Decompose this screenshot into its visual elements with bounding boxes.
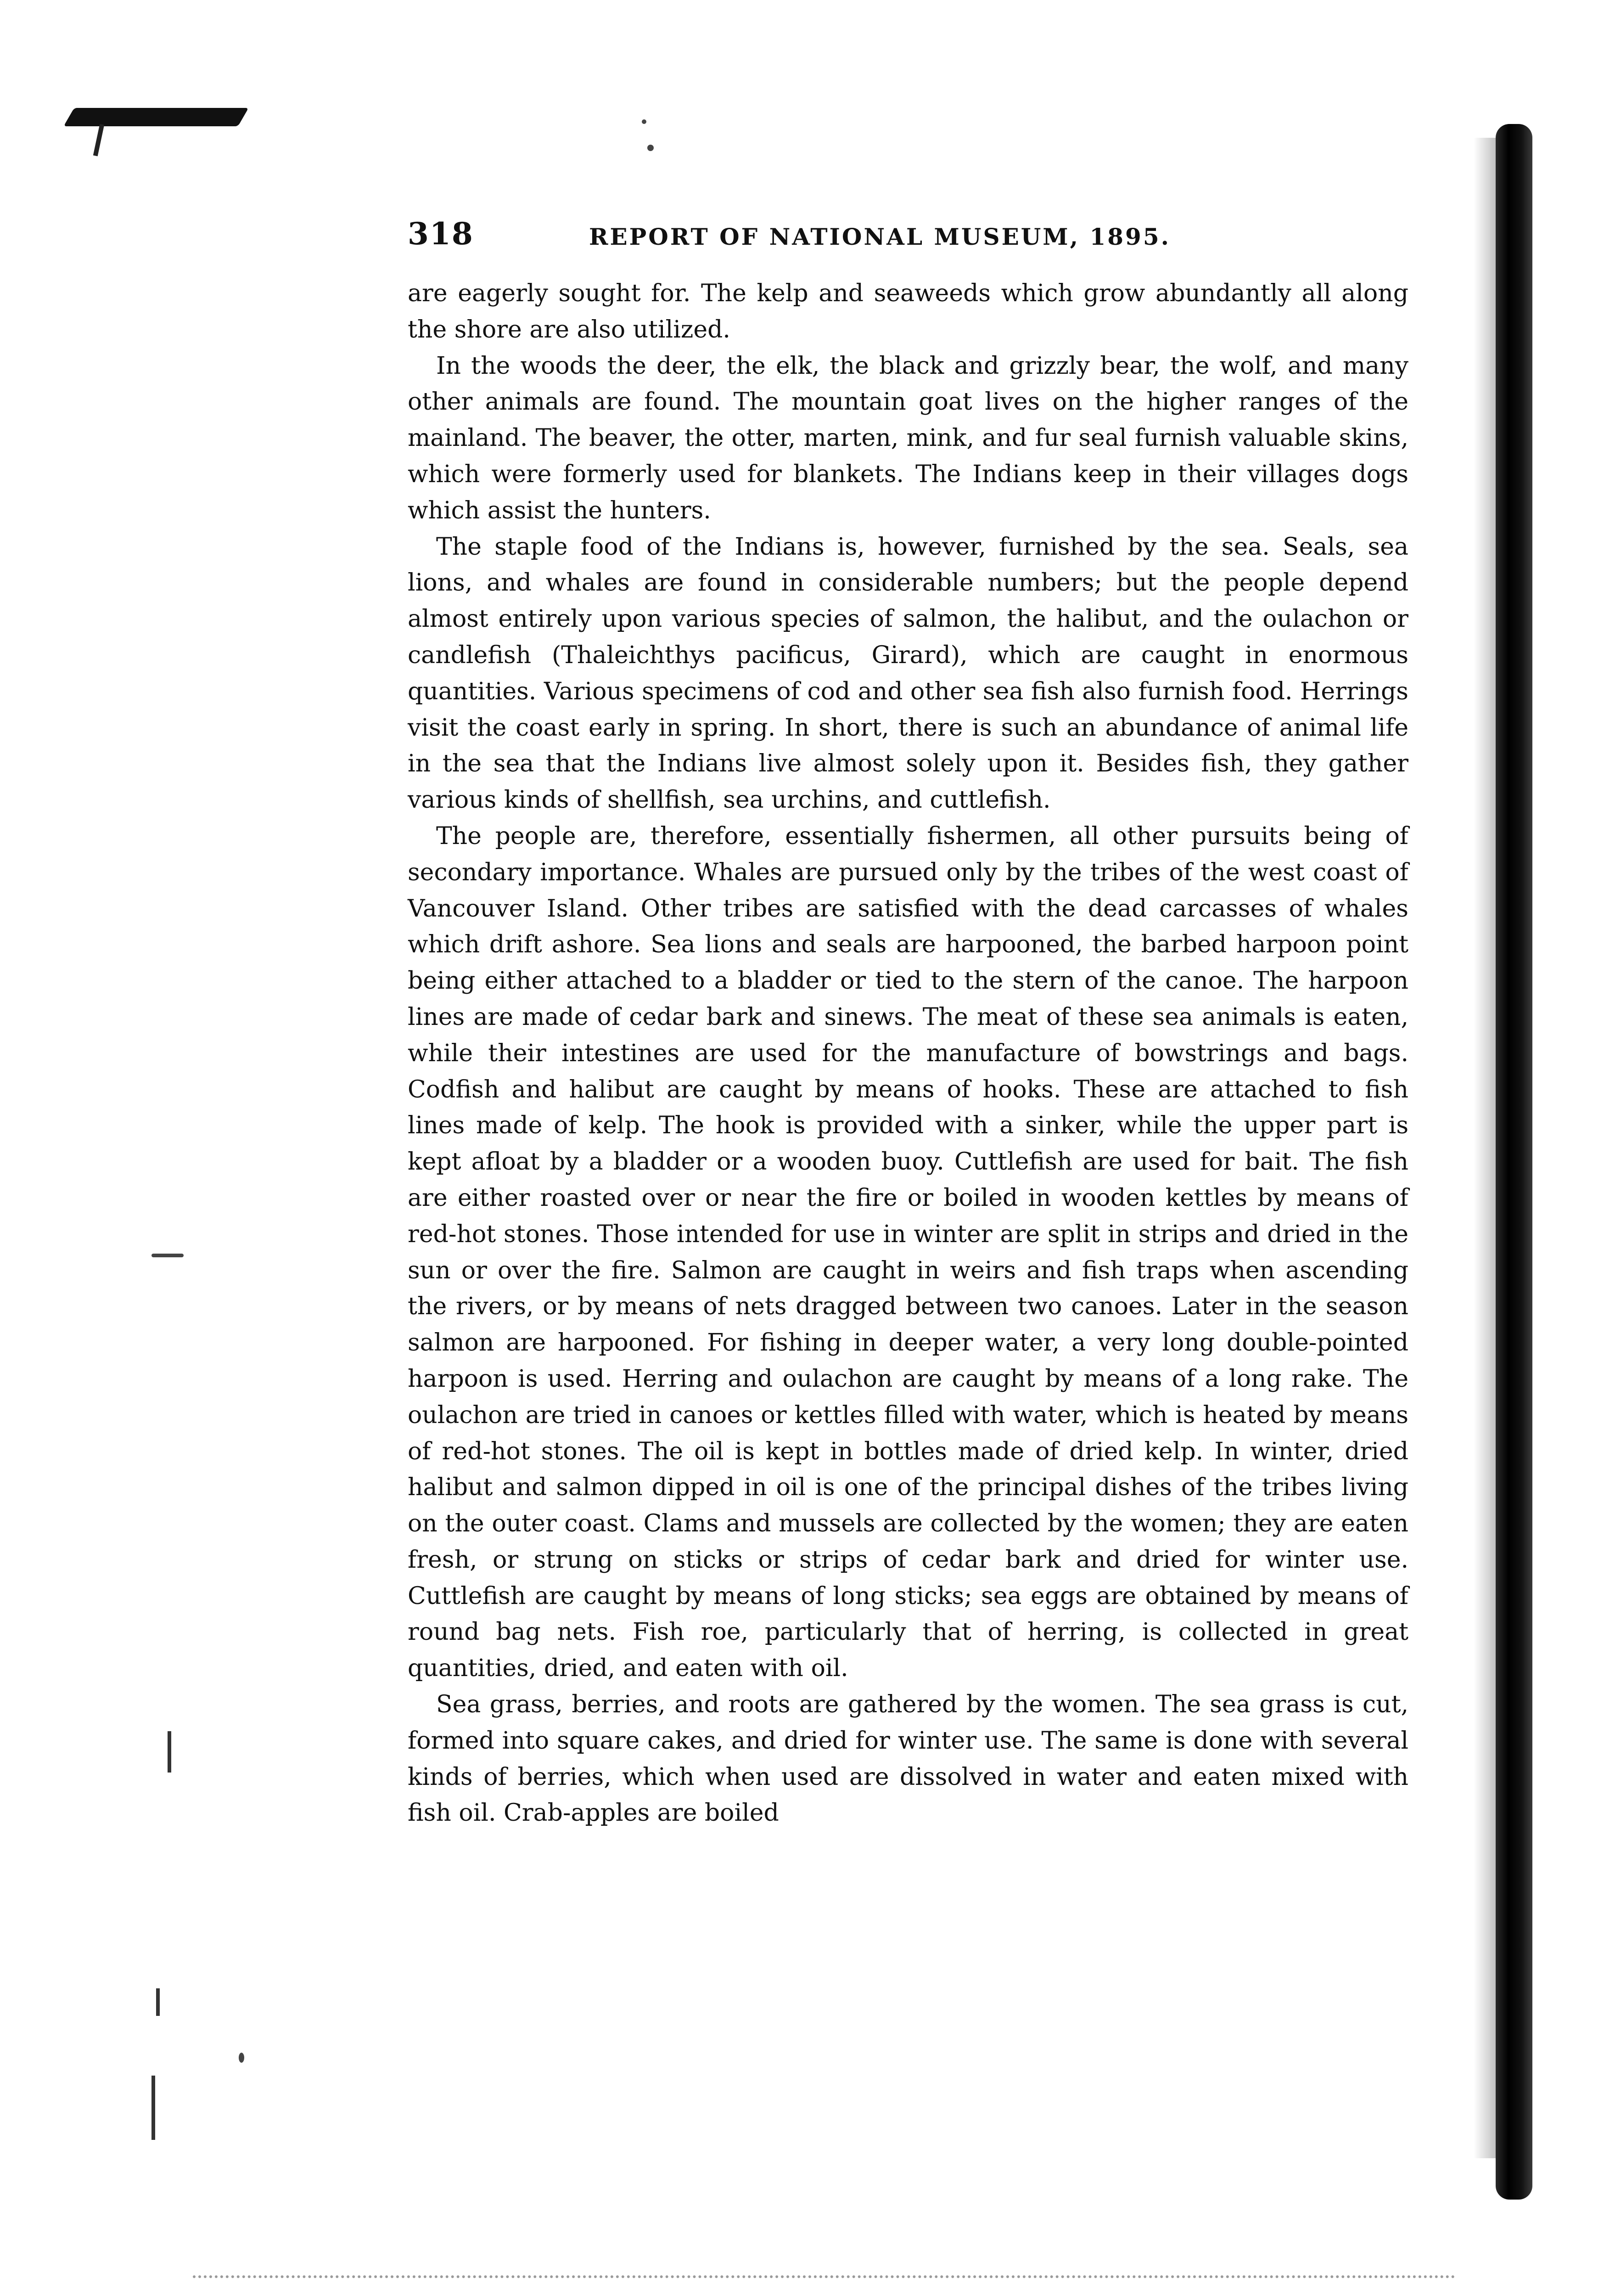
paragraph-staple-food: The staple food of the Indians is, however, furnished by the sea. Seals, sea lions, and whales are found in considerable numbers; but the people depend almost entirely upon various species of salmon, the halibut, and the oulachon or candlefish (Thaleichthys pacificus, Girard), which are caught in enormous quantities. Various specimens of cod and other sea fish also furnish food. Herrings visit the coast early in spring. In short, there is such an abundance of animal life in the sea that the Indians live almost solely upon it. Besides fish, they gather various kinds of shellfish, sea urchins, and cuttlefish. — [408, 533, 1408, 814]
paragraph-fishing: The people are, therefore, essentially fishermen, all other pursuits being of secondary importance. Whales are pursued only by the tribes of the west coast of Vancouver Island. Other tribes are satisfied with the dead carcasses of whales which drift ashore. Sea lions and seals are harpooned, the barbed harpoon point being either attached to a bladder or tied to the stern of the canoe. The harpoon lines are made of cedar bark and sinews. The meat of these sea animals is eaten, while their intestines are used for the manufacture of bowstrings and bags. Codfish and halibut are caught by means of hooks. These are attached to fish lines made of kelp. The hook is provided with a sinker, while the upper part is kept afloat by a bladder or a wooden buoy. Cuttlefish are used for bait. The fish are either roasted over or near the fire or boiled in wooden kettles by means of red-hot stones. Those intended for use in winter are split in strips and dried in the sun or over the fire. Salmon are caught in weirs and fish traps when ascending the rivers, or by means of nets dragged between two canoes. Later in the season salmon are harpooned. For fishing in deeper water, a very long double-pointed harpoon is used. Herring and oulachon are caught by means of a long rake. The oulachon are tried in canoes or kettles filled with water, which is heated by means of red-hot stones. The oil is kept in bottles made of dried kelp. In winter, dried halibut and salmon dipped in oil is one of the principal dishes of the tribes living on the outer coast. Clams and mussels are collected by the women; they are eaten fresh, or strung on sticks or strips of cedar bark and dried for winter use. Cuttlefish are caught by means of long sticks; sea eggs are obtained by means of round bag nets. Fish roe, particularly that of herring, is collected in great quantities, dried, and eaten with oil. — [408, 822, 1408, 1683]
scan-speck — [647, 145, 654, 151]
running-title: REPORT OF NATIONAL MUSEUM, 1895. — [589, 223, 1171, 250]
margin-mark — [156, 1988, 160, 2016]
page-number: 318 — [408, 216, 474, 252]
book-binding-edge — [1496, 124, 1532, 2200]
binding-shadow — [1474, 138, 1497, 2158]
paragraph-continued: are eagerly sought for. The kelp and seaweeds which grow abundantly all along the shore are also utilized. — [408, 280, 1408, 343]
paragraph-land-animals: In the woods the deer, the elk, the black and grizzly bear, the wolf, and many other animals are found. The mountain goat lives on the higher ranges of the mainland. The beaver, the otter, marten, mink, and fur seal furnish valuable skins, which were formerly used for blankets. The Indians keep in their villages dogs which assist the hunters. — [408, 352, 1408, 524]
body-text — [408, 276, 1408, 1831]
paragraph-gathering: Sea grass, berries, and roots are gathered by the women. The sea grass is cut, formed into square cakes, and dried for winter use. The same is done with several kinds of berries, which when used are dissolved in water and eaten mixed with fish oil. Crab-apples are boiled — [408, 1691, 1408, 1827]
scan-corner-tick — [93, 124, 104, 157]
scan-speck — [642, 119, 646, 124]
scan-corner-mark — [63, 108, 248, 126]
running-header — [408, 216, 1408, 257]
margin-mark — [151, 2076, 155, 2140]
margin-mark — [168, 1731, 171, 1773]
scan-speck — [151, 1254, 184, 1257]
scan-speck — [239, 2053, 244, 2063]
scan-bottom-dots — [193, 2275, 1455, 2278]
